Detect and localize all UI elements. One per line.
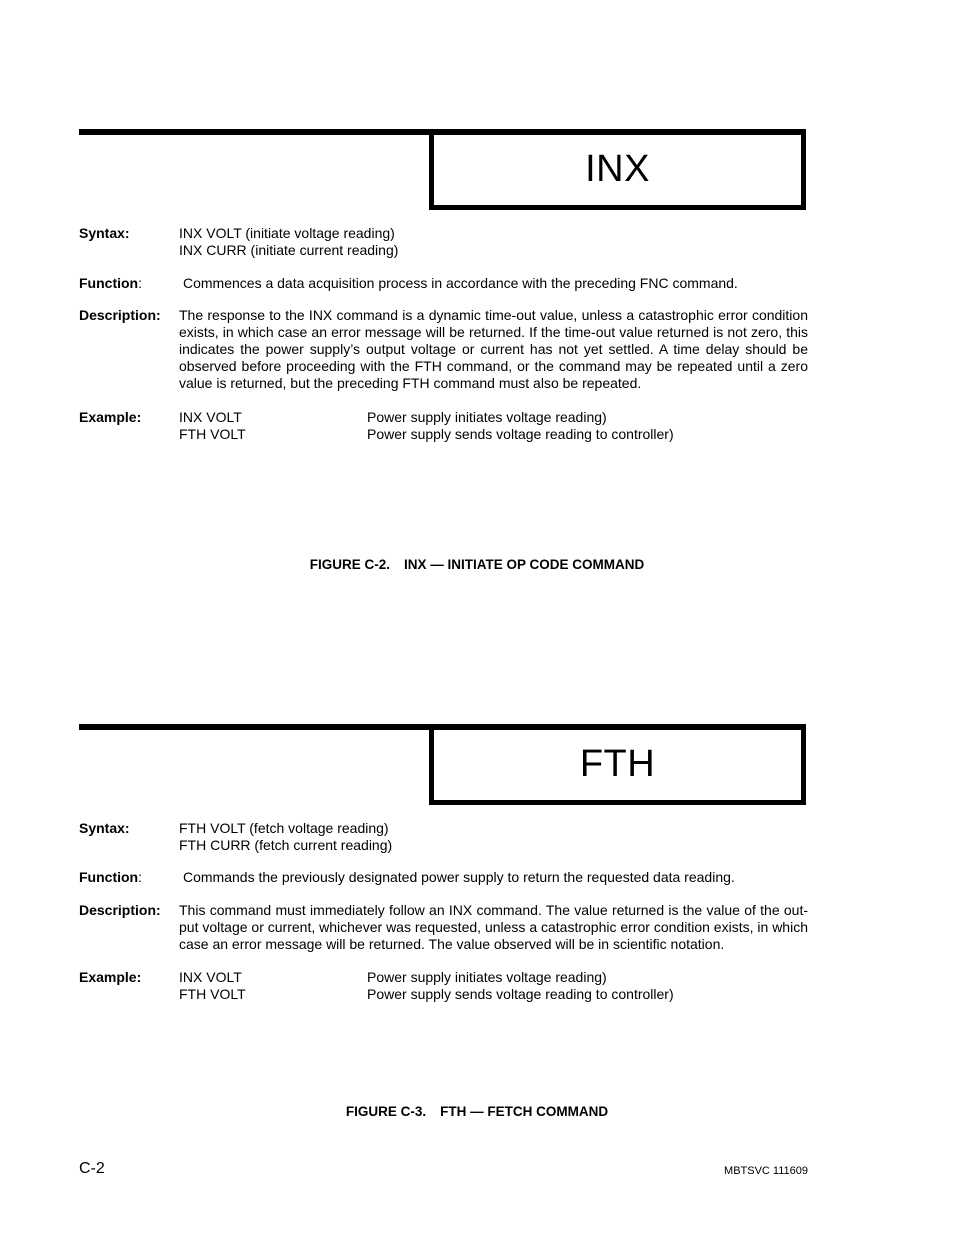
- description-text: This command must immediately follow an INX command. The value returned is the value of the out-put voltage or current, whichever was requested, unless a catastrophic error condition exists, in which case an error message will be returned. The value observed will be in scientific notation.: [179, 902, 808, 952]
- command-title: INX: [585, 147, 650, 190]
- syntax-label: Syntax:: [79, 820, 130, 836]
- example-command: FTH VOLT: [179, 426, 246, 442]
- example-content: [179, 969, 808, 1003]
- syntax-content: [179, 820, 808, 854]
- document-code: MBTSVC 111609: [724, 1165, 808, 1177]
- function-content: [183, 275, 812, 292]
- description-label: Description:: [79, 902, 161, 918]
- function-label-colon: :: [138, 275, 142, 291]
- command-title: FTH: [579, 742, 656, 785]
- figure-caption: [0, 557, 954, 572]
- description-label: Description:: [79, 307, 161, 323]
- figure-number: FIGURE C-3.: [345, 1104, 427, 1119]
- syntax-line: INX CURR (initiate current reading): [179, 242, 399, 258]
- function-label-colon: :: [138, 869, 142, 885]
- command-title-box: [429, 728, 806, 805]
- figure-title: FTH — FETCH COMMAND: [440, 1104, 609, 1119]
- function-label: [79, 275, 142, 292]
- function-label-text: Function: [79, 275, 139, 291]
- figure-number: FIGURE C-2.: [309, 557, 390, 572]
- example-description: Power supply initiates voltage reading): [367, 409, 607, 425]
- figure-caption: [0, 1104, 954, 1119]
- example-line: [179, 969, 808, 986]
- syntax-content: [179, 225, 808, 259]
- function-content: [183, 869, 812, 886]
- function-text: Commands the previously designated power supply to return the requested data reading.: [183, 869, 735, 885]
- example-description: Power supply sends voltage reading to controller): [367, 426, 674, 442]
- example-line: [179, 986, 808, 1003]
- example-description: Power supply initiates voltage reading): [367, 969, 607, 985]
- example-command: INX VOLT: [179, 969, 242, 985]
- example-line: [179, 426, 808, 443]
- command-title-box: [429, 133, 806, 210]
- syntax-line: FTH VOLT (fetch voltage reading): [179, 820, 389, 836]
- function-label-text: Function: [79, 869, 139, 885]
- syntax-line: FTH CURR (fetch current reading): [179, 837, 393, 853]
- syntax-label: Syntax:: [79, 225, 130, 241]
- figure-title: INX — INITIATE OP CODE COMMAND: [404, 557, 645, 572]
- example-command: FTH VOLT: [179, 986, 246, 1002]
- example-content: [179, 409, 808, 443]
- function-label: [79, 869, 142, 886]
- example-command: INX VOLT: [179, 409, 242, 425]
- description-text: The response to the INX command is a dynamic time-out value, unless a catastrophic error condition exists, in which case an error message will be returned. If the time-out value returned is not zero, this indicates the power supply’s output voltage or current has not yet settled. A time delay should be observed before proceeding with the FTH command, or the command may be repeated until a zero value is returned, but the preceding FTH command must also be repeated.: [179, 307, 808, 391]
- example-label: Example:: [79, 409, 142, 425]
- example-line: [179, 409, 808, 426]
- example-label: Example:: [79, 969, 142, 985]
- syntax-line: INX VOLT (initiate voltage reading): [179, 225, 395, 241]
- example-description: Power supply sends voltage reading to controller): [367, 986, 674, 1002]
- page-number: C-2: [79, 1160, 105, 1177]
- function-text: Commences a data acquisition process in accordance with the preceding FNC command.: [183, 275, 738, 291]
